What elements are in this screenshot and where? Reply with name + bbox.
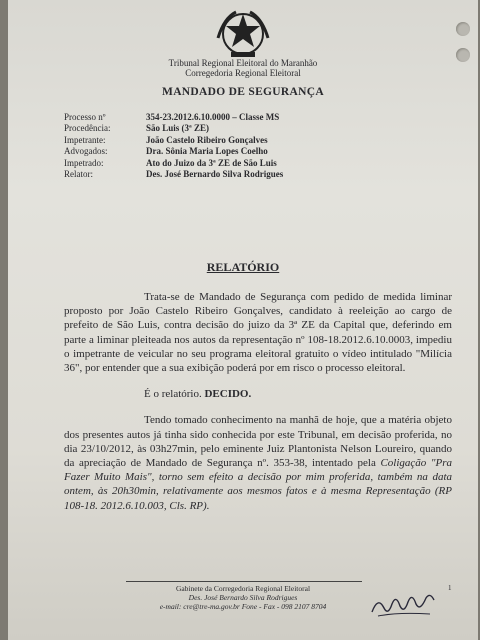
advogados-label: Advogados: (64, 146, 108, 157)
paragraph-3 (64, 413, 452, 512)
paragraph-3-text: Tendo tomado conhecimento na manhã de hoje, que a matéria objeto dos presentes autos já tinha sido conhecida por este Tribunal, em decisão proferida, no dia 23/10/2012, às 03h27min, pelo eminente Juiz Plantonista Nelson Loureiro, quando da apreciação de Mandado de Segurança nº. 353-38, intentado pela (64, 414, 452, 470)
processo-label: Processo nº (64, 112, 106, 122)
processo-value: 354-23.2012.6.10.0000 – Classe MS (146, 112, 280, 122)
procedencia-label: Procedência: (64, 123, 111, 134)
document-page (8, 0, 478, 640)
division-name: Corregedoria Regional Eleitoral (185, 68, 301, 78)
relator-value: Des. José Bernardo Silva Rodrigues (146, 169, 284, 180)
binder-hole-icon (456, 22, 470, 36)
impetrado-value: Ato do Juizo da 3ª ZE de São Luis (146, 157, 277, 168)
document-title: MANDADO DE SEGURANÇA (162, 86, 324, 98)
footer-contact: e-mail: cre@tre-ma.gov.br Fone - Fax - 098 2107 8704 (159, 602, 327, 611)
relatorio-title: RELATÓRIO (206, 260, 280, 274)
advogados-row (64, 146, 283, 157)
paragraph-3-italic: Coligação "Pra Fazer Muito Mais", torno sem efeito a decisão por mim proferida, também na data ontem, às 20h30min, relativamente aos mesmos fatos e à mesma Representação (RP 108-18. 2012.6.10.003, Cls. RP). (64, 457, 452, 512)
paragraph-2-text: É o relatório. (144, 388, 205, 401)
paragraph-2 (64, 387, 452, 401)
impetrante-value: João Castelo Ribeiro Gonçalves (146, 134, 268, 145)
decido-text: DECIDO. (204, 388, 252, 401)
impetrante-label: Impetrante: (64, 134, 106, 145)
document-body (64, 290, 452, 525)
procedencia-row (64, 123, 283, 134)
case-details (64, 112, 283, 180)
advogados-value: Dra. Sônia Maria Lopes Coelho (146, 146, 268, 157)
page-number: 1 (448, 584, 452, 592)
relator-label: Relator: (64, 169, 93, 180)
footer-judge: Des. José Bernardo Silva Rodrigues (188, 593, 298, 602)
impetrado-label: Impetrado: (64, 157, 104, 168)
court-name: Tribunal Regional Eleitoral do Maranhão (168, 58, 318, 68)
impetrado-row (64, 158, 283, 169)
processo-row (64, 112, 283, 123)
coat-of-arms-icon (214, 8, 272, 60)
relator-row (64, 169, 283, 180)
paragraph-1: Trata-se de Mandado de Segurança com pedido de medida liminar proposto por João Castelo Ribeiro Gonçalves, candidato à reeleição ao cargo de prefeito de São Luis, contra decisão do juizo da 3ª ZE da Capital que, deferindo em parte a liminar pleiteada nos autos da representação nº 108-18.2012.6.10.0003, impediu o impetrante de veicular no seu programa eleitoral gratuito o vídeo intitulado "Milícia 36", por entender que a sua exibição poderá por em risco o processo eleitoral. (64, 291, 452, 375)
footer-office: Gabinete da Corregedoria Regional Eleitoral (175, 584, 311, 593)
signature-icon (368, 586, 438, 622)
footer-divider (126, 581, 362, 582)
section-heading (8, 260, 478, 275)
procedencia-value: São Luis (3ª ZE) (146, 123, 209, 134)
impetrante-row (64, 135, 283, 146)
